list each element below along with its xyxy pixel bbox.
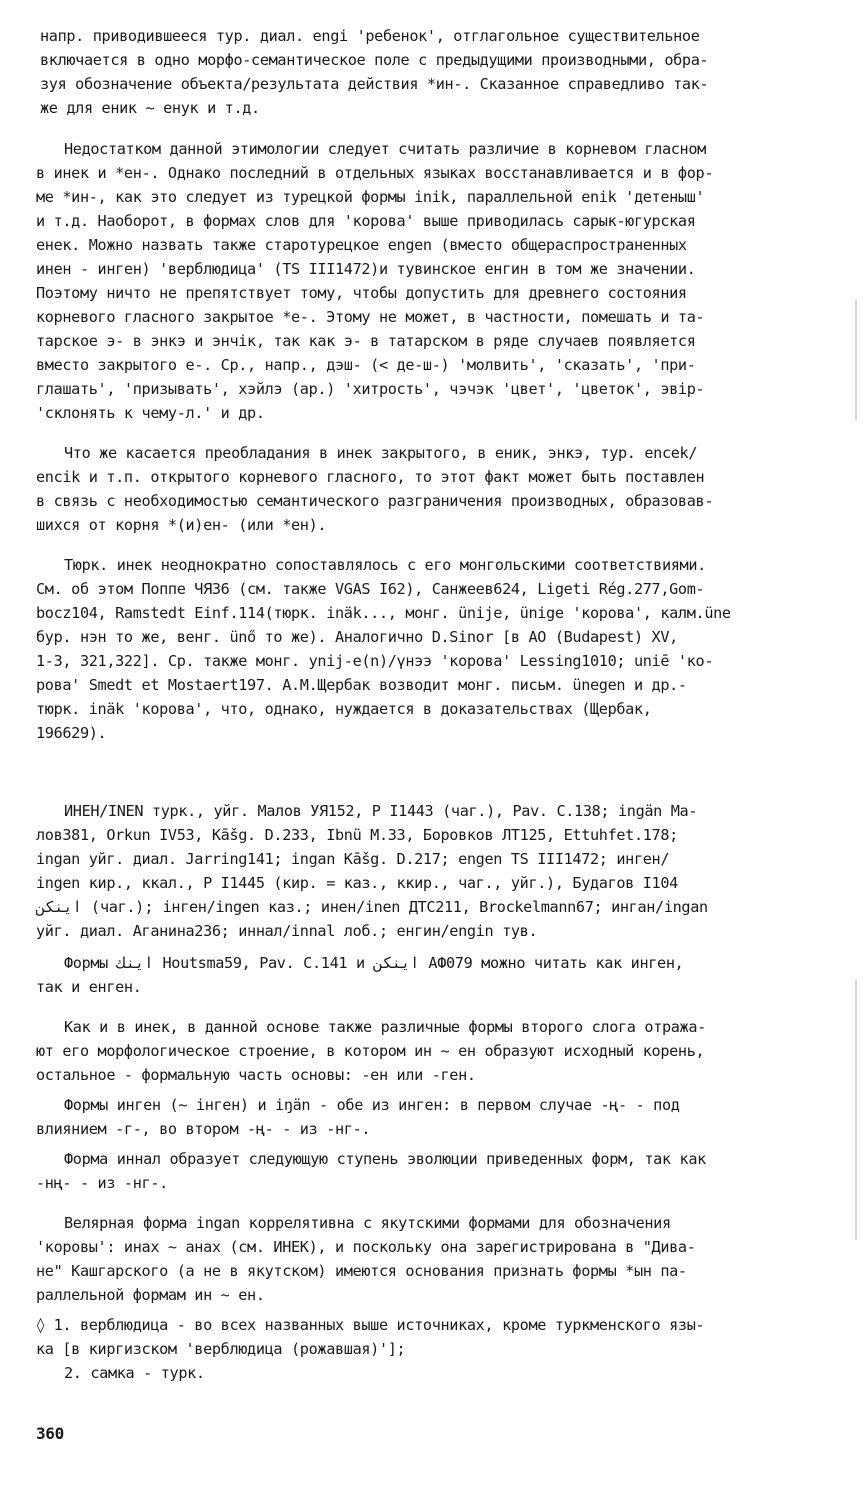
text-line: енек. Можно назвать также старотурецкое engen (вместо общераспространенных [36,236,687,254]
text-line: инен - инген) 'верблюдица' (TS III1472)и тувинское енгин в том же значении. [36,260,696,278]
text-line: тарское э- в энкэ и энчік, так как э- в татарском в ряде случаев появляется [36,332,696,350]
text-line: в инек и *ен-. Однако последний в отдельных языках восстанавливается и в фор- [36,164,714,182]
text-line: рова' Smedt et Mostaert197. А.М.Щербак возводит монг. письм. ünegen и др.- [36,676,687,694]
text-line: Тюрк. инек неоднократно сопоставлялось с его монгольскими соответствиями. [64,556,706,574]
text-line: Поэтому ничто не препятствует тому, чтобы допустить для древнего состояния [36,284,687,302]
text-line: Как и в инек, в данной основе также различные формы второго слога отража- [64,1018,706,1036]
text-line: уйг. диал. Аганина236; иннал/innal лоб.; енгин/engin тув. [36,922,538,940]
text-line: напр. приводившееся тур. диал. engi 'ребенок', отглагольное существительное [40,27,700,45]
text-line: раллельной формам ин ~ ен. [36,1286,265,1304]
text-line: -нң- - из -нг-. [36,1174,168,1192]
text-line: См. об этом Поппе ЧЯ36 (см. также VGAS I62), Санжеев624, Ligeti Rég.277,Gom- [36,580,705,598]
text-line: ме *ин-, как это следует из турецкой формы inik, параллельной enik 'детеныш' [36,188,705,206]
text-line: اينكن (чаг.); інген/ingen каз.; инен/inen ДТС211, Brockelmann67; инган/ingan [36,898,708,916]
text-line: и т.д. Наоборот, в формах слов для 'корова' выше приводилась сарык-югурская [36,212,696,230]
text-line: encik и т.п. открытого корневого гласного, то этот факт может быть поставлен [36,468,705,486]
text-line: ingan уйг. диал. Jarring141; ingan Kāšg. D.217; engen TS III1472; инген/ [36,850,670,868]
text-line: 1-3, 321,322]. Ср. также монг. ynij-e(n)/үнээ 'корова' Lessing1010; uniē 'ко- [36,652,714,670]
text-line: включается в одно морфо-семантическое поле с предыдущими производными, обра- [40,51,709,69]
page-number: 360 [36,1424,64,1443]
text-line: bocz104, Ramstedt Einf.114(тюрк. inäk..., монг. ünije, ünige 'корова', калм.ünе [36,604,731,622]
text-line: Форма иннал образует следующую ступень эволюции приведенных форм, так как [64,1150,706,1168]
text-line: Недостатком данной этимологии следует считать различие в корневом гласном [64,140,706,158]
text-line: лов381, Orkun IV53, Kāšg. D.233, Ibnü M.33, Боровков ЛТ125, Ettuhfet.178; [36,826,678,844]
text-line: остальное - формальную часть основы: -ен или -ген. [36,1066,476,1084]
text-line: влиянием -г-, во втором -ң- - из -нг-. [36,1120,371,1138]
text-line: 'коровы': инах ~ анах (см. ИНЕК), и поскольку она зарегистрирована в "Дива- [36,1238,696,1256]
text-line: бур. нэн то же, венг. ünő то же). Аналогично D.Sinor [в AO (Budapest) XV, [36,628,678,646]
text-line: шихся от корня *(и)ен- (или *ен). [36,516,327,534]
text-line: Формы اينك Houtsma59, Pav. C.141 и اينكن АФ079 можно читать как инген, [64,954,684,972]
scan-artifact [855,980,857,1240]
text-line: ка [в киргизском 'верблюдица (рожавшая)']; [36,1340,406,1358]
text-line: вместо закрытого е-. Ср., напр., дэш- (< де-ш-) 'молвить', 'сказать', 'при- [36,356,696,374]
text-line: ют его морфологическое строение, в котором ин ~ ен образуют исходный корень, [36,1042,705,1060]
entry-headword-line: ИНЕН/INEN турк., уйг. Малов УЯ152, Р I1443 (чаг.), Pav. C.138; ingän Ma- [64,802,698,820]
text-line: так и енген. [36,978,142,996]
text-line: зуя обозначение объекта/результата действия *ин-. Сказанное справедливо так- [40,75,709,93]
text-line: Что же касается преобладания в инек закрытого, в еник, энкэ, тур. encek/ [64,444,698,462]
text-line: 'склонять к чему-л.' и др. [36,404,265,422]
text-line: 196629). [36,724,107,742]
text-line: ingen кир., ккал., Р I1445 (кир. = каз., ккир., чаг., уйг.), Будагов I104 [36,874,678,892]
text-line: глашать', 'призывать', хэйлэ (ар.) 'хитрость', чэчэк 'цвет', 'цветок', эвір- [36,380,705,398]
text-line: не" Кашгарского (а не в якутском) имеются основания признать формы *ын па- [36,1262,687,1280]
text-line: Велярная форма ingan коррелятивна с якутскими формами для обозначения [64,1214,671,1232]
text-line: Формы инген (~ інген) и iŋän - обе из инген: в первом случае -ң- - под [64,1096,680,1114]
text-line: ◊ 1. верблюдица - во всех названных выше источниках, кроме туркменского язы- [36,1316,705,1334]
text-line: тюрк. inäk 'корова', что, однако, нуждается в доказательствах (Щербак, [36,700,652,718]
scan-artifact [855,300,857,420]
text-line: же для еник ~ енук и т.д. [40,99,260,117]
text-line: в связь с необходимостью семантического разграничения производных, образовав- [36,492,714,510]
text-line: корневого гласного закрытое *е-. Этому не может, в частности, помешать и та- [36,308,705,326]
text-line: 2. самка - турк. [64,1364,205,1382]
